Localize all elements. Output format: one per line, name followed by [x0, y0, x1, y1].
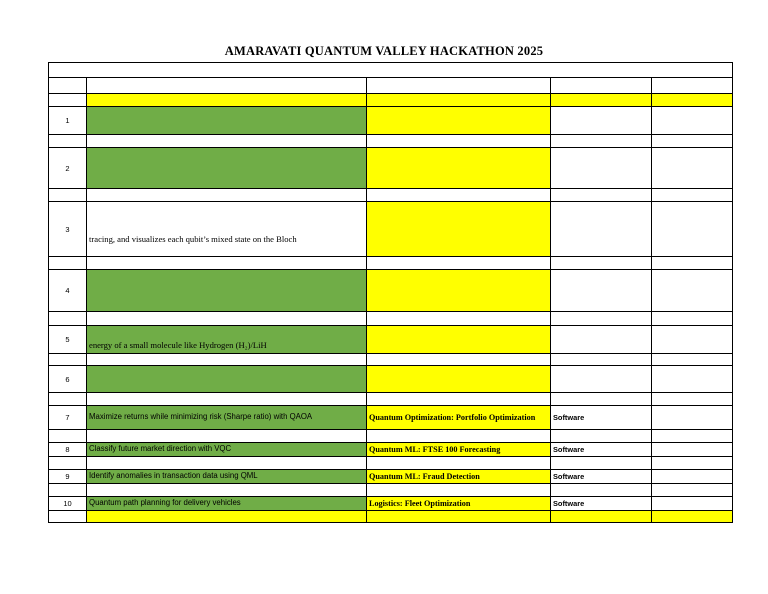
- category-cell[interactable]: Logistics: Fleet Optimization: [367, 497, 551, 511]
- row-number[interactable]: 2: [48, 148, 87, 189]
- table-row: [48, 443, 733, 457]
- highlight-row: [48, 94, 733, 107]
- category-cell[interactable]: [367, 202, 551, 257]
- extra-cell[interactable]: [652, 107, 733, 135]
- type-cell[interactable]: [551, 148, 652, 189]
- spacer-cell[interactable]: [551, 135, 652, 148]
- merged-header-cell[interactable]: [48, 62, 733, 78]
- spacer-cell[interactable]: [367, 430, 551, 443]
- spacer-cell[interactable]: [87, 354, 367, 366]
- description-cell[interactable]: Maximize returns while minimizing risk (Sharpe ratio) with QAOA: [87, 406, 367, 430]
- category-cell[interactable]: [367, 148, 551, 189]
- spacer-cell[interactable]: [367, 135, 551, 148]
- spacer-cell[interactable]: [87, 257, 367, 270]
- description-cell[interactable]: tracing, and visualizes each qubit’s mixed state on the Bloch: [87, 202, 367, 257]
- spacer-cell[interactable]: [367, 257, 551, 270]
- spacer-cell[interactable]: [87, 484, 367, 497]
- extra-cell[interactable]: [652, 270, 733, 312]
- extra-cell[interactable]: [652, 366, 733, 393]
- row-number[interactable]: 7: [48, 406, 87, 430]
- footer-cell[interactable]: [48, 511, 87, 523]
- spacer-row: [48, 354, 733, 366]
- spacer-cell[interactable]: [87, 457, 367, 470]
- description-cell[interactable]: energy of a small molecule like Hydrogen (H₂)/LiH: [87, 326, 367, 354]
- footer-cell[interactable]: [87, 511, 367, 523]
- table-row: [48, 497, 733, 511]
- spacer-cell[interactable]: [652, 135, 733, 148]
- row-number[interactable]: 6: [48, 366, 87, 393]
- row-number[interactable]: 4: [48, 270, 87, 312]
- spacer-cell[interactable]: [551, 354, 652, 366]
- extra-cell[interactable]: [652, 202, 733, 257]
- category-cell[interactable]: Quantum ML: Fraud Detection: [367, 470, 551, 484]
- spacer-row: [48, 457, 733, 470]
- extra-cell[interactable]: [652, 470, 733, 484]
- table-row: [48, 406, 733, 430]
- spacer-cell[interactable]: [48, 189, 87, 202]
- table-row: [48, 202, 733, 257]
- table-row: [48, 470, 733, 484]
- extra-cell[interactable]: [652, 406, 733, 430]
- spacer-cell[interactable]: [48, 135, 87, 148]
- spacer-row: [48, 135, 733, 148]
- spacer-cell[interactable]: [87, 430, 367, 443]
- description-cell[interactable]: Quantum path planning for delivery vehicles: [87, 497, 367, 511]
- row-number[interactable]: 3: [48, 202, 87, 257]
- type-cell[interactable]: [551, 366, 652, 393]
- spacer-cell[interactable]: [652, 354, 733, 366]
- spacer-cell[interactable]: [87, 312, 367, 326]
- type-cell[interactable]: Software: [551, 443, 652, 457]
- description-cell[interactable]: [87, 270, 367, 312]
- header-cell-extra[interactable]: [652, 78, 733, 94]
- category-cell[interactable]: [367, 270, 551, 312]
- spacer-cell[interactable]: [367, 457, 551, 470]
- highlight-cell-extra[interactable]: [652, 94, 733, 107]
- footer-highlight-row: [48, 511, 733, 523]
- spacer-cell[interactable]: [48, 354, 87, 366]
- spacer-cell[interactable]: [551, 189, 652, 202]
- spacer-cell[interactable]: [367, 484, 551, 497]
- spacer-row: [48, 257, 733, 270]
- spacer-cell[interactable]: [551, 257, 652, 270]
- extra-cell[interactable]: [652, 148, 733, 189]
- spacer-cell[interactable]: [551, 457, 652, 470]
- highlight-cell-no[interactable]: [48, 94, 87, 107]
- header-cell-description[interactable]: [87, 78, 367, 94]
- table-row: [48, 148, 733, 189]
- highlight-cell-description[interactable]: [87, 94, 367, 107]
- spacer-row: [48, 393, 733, 406]
- extra-cell[interactable]: [652, 497, 733, 511]
- spacer-cell[interactable]: [551, 393, 652, 406]
- spacer-cell[interactable]: [48, 457, 87, 470]
- category-cell[interactable]: Quantum ML: FTSE 100 Forecasting: [367, 443, 551, 457]
- type-cell[interactable]: [551, 270, 652, 312]
- footer-cell[interactable]: [367, 511, 551, 523]
- table-row: [48, 107, 733, 135]
- table-row: [48, 326, 733, 354]
- spacer-cell[interactable]: [652, 484, 733, 497]
- spacer-cell[interactable]: [48, 257, 87, 270]
- spacer-cell[interactable]: [367, 189, 551, 202]
- spacer-row: [48, 484, 733, 497]
- spacer-cell[interactable]: [652, 189, 733, 202]
- category-cell[interactable]: Quantum Optimization: Portfolio Optimization: [367, 406, 551, 430]
- header-row-columns: [48, 78, 733, 94]
- spacer-cell[interactable]: [48, 312, 87, 326]
- type-cell[interactable]: [551, 107, 652, 135]
- spacer-cell[interactable]: [652, 312, 733, 326]
- spacer-cell[interactable]: [652, 257, 733, 270]
- spacer-cell[interactable]: [652, 430, 733, 443]
- spacer-cell[interactable]: [367, 312, 551, 326]
- spacer-cell[interactable]: [87, 135, 367, 148]
- header-row-blank: [48, 62, 733, 78]
- spacer-cell[interactable]: [87, 189, 367, 202]
- spacer-row: [48, 312, 733, 326]
- spacer-cell[interactable]: [48, 430, 87, 443]
- spacer-cell[interactable]: [652, 457, 733, 470]
- highlight-cell-category[interactable]: [367, 94, 551, 107]
- spacer-cell[interactable]: [652, 393, 733, 406]
- description-cell[interactable]: [87, 366, 367, 393]
- header-cell-category[interactable]: [367, 78, 551, 94]
- type-cell[interactable]: [551, 326, 652, 354]
- description-cell[interactable]: Classify future market direction with VQC: [87, 443, 367, 457]
- category-cell[interactable]: [367, 326, 551, 354]
- footer-cell[interactable]: [652, 511, 733, 523]
- footer-cell[interactable]: [551, 511, 652, 523]
- row-number[interactable]: 10: [48, 497, 87, 511]
- header-cell-type[interactable]: [551, 78, 652, 94]
- spacer-cell[interactable]: [48, 484, 87, 497]
- spacer-cell[interactable]: [367, 354, 551, 366]
- row-number[interactable]: 5: [48, 326, 87, 354]
- extra-cell[interactable]: [652, 443, 733, 457]
- extra-cell[interactable]: [652, 326, 733, 354]
- category-cell[interactable]: [367, 366, 551, 393]
- description-cell[interactable]: [87, 148, 367, 189]
- description-cell[interactable]: Identify anomalies in transaction data using QML: [87, 470, 367, 484]
- spacer-row: [48, 430, 733, 443]
- table-row: [48, 366, 733, 393]
- sheet-title: AMARAVATI QUANTUM VALLEY HACKATHON 2025: [224, 44, 544, 58]
- spacer-cell[interactable]: [48, 393, 87, 406]
- type-cell[interactable]: Software: [551, 470, 652, 484]
- row-number[interactable]: 1: [48, 107, 87, 135]
- type-cell[interactable]: [551, 202, 652, 257]
- row-number[interactable]: 9: [48, 470, 87, 484]
- header-cell-no[interactable]: [48, 78, 87, 94]
- spacer-cell[interactable]: [87, 393, 367, 406]
- row-number[interactable]: 8: [48, 443, 87, 457]
- highlight-cell-type[interactable]: [551, 94, 652, 107]
- category-cell[interactable]: [367, 107, 551, 135]
- type-cell[interactable]: Software: [551, 497, 652, 511]
- spacer-cell[interactable]: [551, 430, 652, 443]
- spacer-cell[interactable]: [551, 484, 652, 497]
- spacer-cell[interactable]: [367, 393, 551, 406]
- type-cell[interactable]: Software: [551, 406, 652, 430]
- description-cell[interactable]: [87, 107, 367, 135]
- spacer-cell[interactable]: [551, 312, 652, 326]
- table-row: [48, 270, 733, 312]
- hackathon-table: [48, 62, 733, 524]
- spacer-row: [48, 189, 733, 202]
